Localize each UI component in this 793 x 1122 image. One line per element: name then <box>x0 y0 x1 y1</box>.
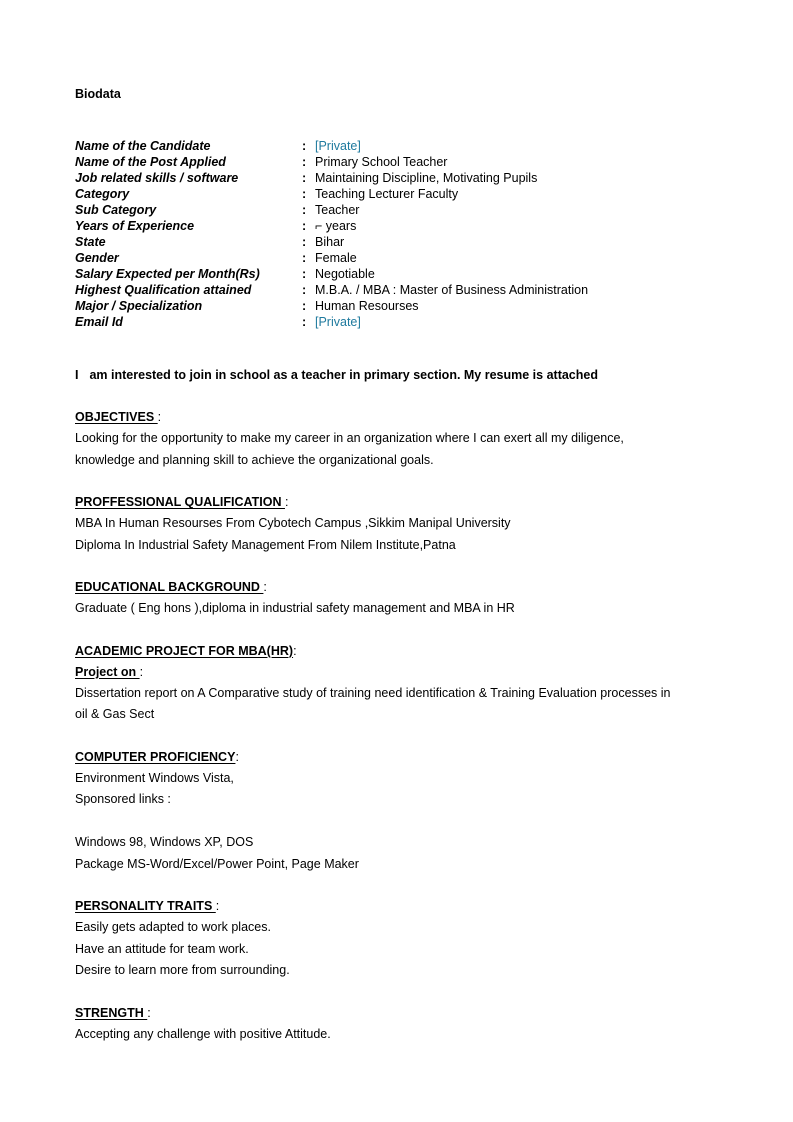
biodata-field-row <box>75 138 715 154</box>
field-separator: : <box>302 315 307 329</box>
field-value-private[interactable]: [Private] <box>315 139 361 153</box>
field-value: Female <box>315 251 357 265</box>
field-separator: : <box>302 283 307 297</box>
heading-text: ACADEMIC PROJECT FOR MBA(HR) <box>75 643 294 658</box>
field-separator: : <box>302 203 307 217</box>
personality-traits-line-3: Desire to learn more from surrounding. <box>75 963 290 977</box>
field-separator: : <box>302 187 307 201</box>
subsection-heading-project-on <box>75 662 715 683</box>
biodata-field-row <box>75 234 715 250</box>
field-label: Name of the Candidate <box>75 139 211 153</box>
heading-text: PERSONALITY TRAITS <box>75 899 216 913</box>
biodata-field-row <box>75 202 715 218</box>
biodata-field-rows <box>75 138 715 330</box>
academic-project-body <box>75 683 703 726</box>
field-value: Teacher <box>315 203 360 217</box>
section-educational-background <box>75 577 715 620</box>
biodata-field-row <box>75 154 715 170</box>
objectives-body <box>75 428 703 471</box>
heading-text: COMPUTER PROFICIENCY <box>75 749 236 764</box>
field-value: Bihar <box>315 235 345 249</box>
sponsored-links-label: Sponsored links : <box>75 792 171 806</box>
section-personality-traits <box>75 896 715 982</box>
field-value: Negotiable <box>315 267 375 281</box>
section-computer-proficiency <box>75 747 715 876</box>
biodata-field-row <box>75 314 715 330</box>
section-heading-strength <box>75 1003 715 1024</box>
heading-colon: : <box>293 643 297 658</box>
subheading-colon: : <box>139 664 144 679</box>
computer-proficiency-line-3: Package MS-Word/Excel/Power Point, Page Maker <box>75 856 359 871</box>
biodata-field-row <box>75 282 715 298</box>
intro-text: am interested to join in school as a teacher in primary section. My resume is attached <box>89 368 598 382</box>
field-label: State <box>75 235 106 249</box>
section-professional-qualification <box>75 492 715 556</box>
computer-proficiency-body <box>75 768 703 876</box>
section-heading-objectives <box>75 407 715 428</box>
field-label: Gender <box>75 251 119 265</box>
section-objectives <box>75 407 715 471</box>
heading-text: EDUCATIONAL BACKGROUND <box>75 580 264 594</box>
subheading-text: Project on <box>75 664 140 679</box>
heading-text: PROFFESSIONAL QUALIFICATION <box>75 495 285 509</box>
field-value: ⌐ years <box>315 219 357 233</box>
heading-colon: : <box>284 495 289 509</box>
heading-colon: : <box>157 410 162 424</box>
educational-background-line-1: Graduate ( Eng hons ),diploma in industrial safety management and MBA in HR <box>75 601 515 615</box>
blank-line <box>75 811 703 833</box>
field-separator: : <box>302 155 307 169</box>
field-value: Maintaining Discipline, Motivating Pupils <box>315 171 538 185</box>
field-separator: : <box>302 139 307 153</box>
field-value: Teaching Lecturer Faculty <box>315 187 459 201</box>
educational-background-body <box>75 598 703 620</box>
personality-traits-line-1: Easily gets adapted to work places. <box>75 920 271 934</box>
field-separator: : <box>302 235 307 249</box>
field-label: Years of Experience <box>75 219 195 233</box>
section-academic-project <box>75 641 715 726</box>
biodata-field-table <box>75 138 715 330</box>
field-label: Category <box>75 187 130 201</box>
biodata-field-row <box>75 298 715 314</box>
objectives-line-2: knowledge and planning skill to achieve the organizational goals. <box>75 452 434 467</box>
field-label: Job related skills / software <box>75 171 239 185</box>
biodata-field-row <box>75 250 715 266</box>
intro-statement <box>75 365 715 386</box>
field-label: Salary Expected per Month(Rs) <box>75 267 260 281</box>
biodata-field-row <box>75 218 715 234</box>
heading-colon: : <box>147 1005 151 1020</box>
heading-text: STRENGTH <box>75 1005 148 1020</box>
academic-project-line-1: Dissertation report on A Comparative study of training need identification & Training Evaluation processes in <box>75 685 671 700</box>
section-heading-computer-proficiency <box>75 747 715 768</box>
strength-body <box>75 1024 703 1046</box>
heading-colon: : <box>263 580 267 594</box>
section-heading-personality-traits <box>75 896 715 917</box>
field-label: Highest Qualification attained <box>75 283 252 297</box>
field-separator: : <box>302 219 307 233</box>
professional-qualification-line-2: Diploma In Industrial Safety Management From Nilem Institute,Patna <box>75 537 456 552</box>
field-separator: : <box>302 267 307 281</box>
strength-line-1: Accepting any challenge with positive Attitude. <box>75 1026 331 1041</box>
page-title: Biodata <box>75 87 121 101</box>
section-heading-professional-qualification <box>75 492 715 513</box>
heading-text: OBJECTIVES <box>75 410 158 424</box>
document-body <box>75 86 715 1045</box>
field-separator: : <box>302 299 307 313</box>
field-value-private[interactable]: [Private] <box>315 315 361 329</box>
section-heading-academic-project <box>75 641 715 662</box>
field-label: Name of the Post Applied <box>75 155 226 169</box>
academic-project-line-2: oil & Gas Sect <box>75 707 155 721</box>
field-value: M.B.A. / MBA : Master of Business Administration <box>315 283 589 297</box>
personality-traits-line-2: Have an attitude for team work. <box>75 941 249 956</box>
field-label: Major / Specialization <box>75 299 203 313</box>
biodata-field-row <box>75 186 715 202</box>
field-value: Human Resourses <box>315 299 419 313</box>
field-label: Email Id <box>75 315 123 329</box>
professional-qualification-body <box>75 513 703 556</box>
personality-traits-body <box>75 917 703 982</box>
heading-colon: : <box>215 899 220 913</box>
heading-colon: : <box>235 749 239 764</box>
field-separator: : <box>302 251 307 265</box>
professional-qualification-line-1: MBA In Human Resourses From Cybotech Campus ,Sikkim Manipal University <box>75 516 511 530</box>
field-label: Sub Category <box>75 203 157 217</box>
computer-proficiency-line-2: Windows 98, Windows XP, DOS <box>75 835 254 849</box>
section-heading-educational-background <box>75 577 715 598</box>
field-separator: : <box>302 171 307 185</box>
field-value: Primary School Teacher <box>315 155 448 169</box>
computer-proficiency-line-1: Environment Windows Vista, <box>75 770 234 785</box>
objectives-line-1: Looking for the opportunity to make my career in an organization where I can exert all my diligence, <box>75 431 624 445</box>
intro-bullet: I <box>75 368 79 382</box>
biodata-field-row <box>75 170 715 186</box>
section-strength <box>75 1003 715 1046</box>
biodata-field-row <box>75 266 715 282</box>
